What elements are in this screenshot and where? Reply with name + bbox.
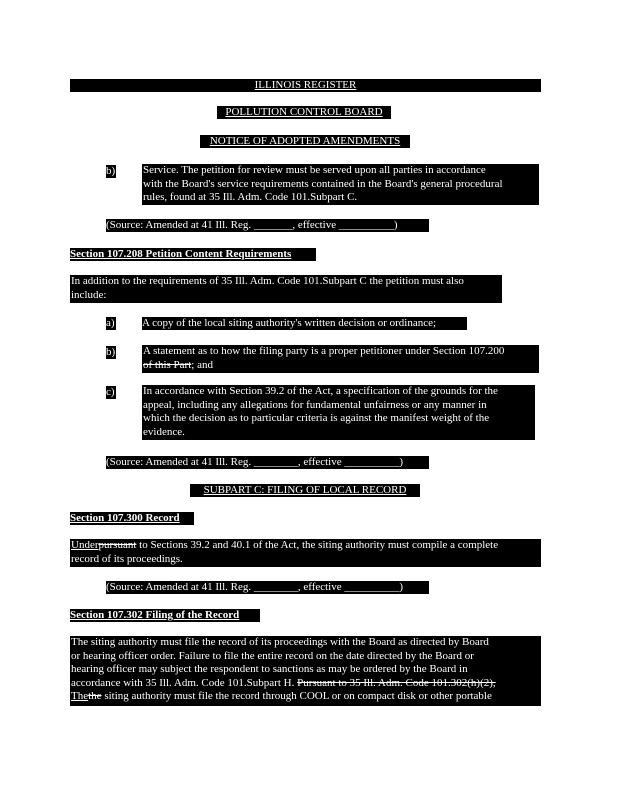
item-b-line-2: [143, 359, 538, 373]
item-c-line-3: which the decision as to particular criteria is against the manifest weight of the: [143, 412, 490, 424]
sec302-line-5: [71, 690, 540, 704]
sec302-line-3: hearing officer may subject the respondent to sanctions as may be ordered by the Board in: [71, 663, 468, 675]
sec302-line-4: [71, 677, 540, 691]
sec208-intro: [70, 275, 502, 303]
source-note-2: (Source: Amended at 41 Ill. Reg. ________, effective __________): [106, 456, 429, 469]
sec302-line-2: or hearing officer order. Failure to file the entire record on the date directed by the Board or: [71, 649, 474, 662]
item-c-line-4: evidence.: [143, 425, 185, 438]
sec302-struck-the: the: [88, 690, 102, 702]
item-a-text: A copy of the local siting authority's written decision or ordinance;: [142, 317, 467, 330]
subpart-c-title: SUBPART C: FILING OF LOCAL RECORD: [190, 484, 420, 497]
sec208-intro-line-1: In addition to the requirements of 35 Ill. Adm. Code 101.Subpart C the petition must also: [71, 275, 464, 287]
sec302-line-5-rest: siting authority must file the record through COOL or on compact disk or other portable: [101, 690, 492, 702]
item-b-struck-text: of this Part: [143, 358, 192, 371]
sec300-line-1: [71, 539, 540, 553]
service-line-2: with the Board's service requirements contained in the Board's general procedural: [143, 177, 503, 190]
item-marker-a: a): [106, 317, 115, 329]
item-c-line-2: appeal, including any allegations for fundamental unfairness or any manner in: [143, 398, 487, 411]
sec302-line-4-text: accordance with 35 Ill. Adm. Code 101.Subpart H.: [71, 676, 298, 689]
service-line-3: rules, found at 35 Ill. Adm. Code 101.Subpart C.: [143, 191, 358, 203]
source-note-1: (Source: Amended at 41 Ill. Reg. _______, effective __________): [106, 219, 429, 232]
service-line-1: Service. The petition for review must be served upon all parties in accordance: [143, 164, 486, 176]
sec302-paragraph: [70, 636, 541, 706]
sec300-struck-text: pursuant: [98, 539, 137, 551]
item-b-line-1: A statement as to how the filing party is a proper petitioner under Section 107.200: [143, 345, 505, 357]
section-107-300-heading: Section 107.300 Record: [70, 512, 194, 525]
item-b-line-2-rest: ; and: [191, 358, 213, 371]
sec300-line-2: record of its proceedings.: [71, 552, 183, 565]
sec208-intro-line-2: include:: [71, 288, 107, 301]
board-title: POLLUTION CONTROL BOARD: [217, 106, 391, 119]
item-marker-b2: b): [106, 346, 116, 358]
item-marker-c: c): [106, 386, 115, 398]
item-c-paragraph: [142, 385, 535, 440]
sec300-paragraph: [70, 539, 541, 567]
sec302-inserted-text: The: [71, 690, 89, 702]
item-marker-b: b): [106, 165, 116, 177]
sec302-line-1: The siting authority must file the record of its proceedings with the Board as directed by Board: [71, 636, 489, 648]
item-b-paragraph: [142, 345, 539, 373]
notice-title: NOTICE OF ADOPTED AMENDMENTS: [200, 135, 410, 148]
register-title: ILLINOIS REGISTER: [254, 79, 357, 91]
sec300-line-1-rest: to Sections 39.2 and 40.1 of the Act, the siting authority must compile a complete: [136, 539, 499, 551]
sec302-struck-text: Pursuant to 35 Ill. Adm. Code 101.302(h)(2),: [297, 676, 496, 689]
sec300-inserted-text: Under: [71, 539, 99, 551]
section-107-208-heading: Section 107.208 Petition Content Requirements: [70, 248, 316, 261]
source-note-3: (Source: Amended at 41 Ill. Reg. ________, effective __________): [106, 581, 429, 594]
item-c-line-1: In accordance with Section 39.2 of the Act, a specification of the grounds for the: [143, 385, 498, 397]
section-107-302-heading: Section 107.302 Filing of the Record: [70, 609, 260, 622]
service-paragraph: [142, 164, 539, 205]
